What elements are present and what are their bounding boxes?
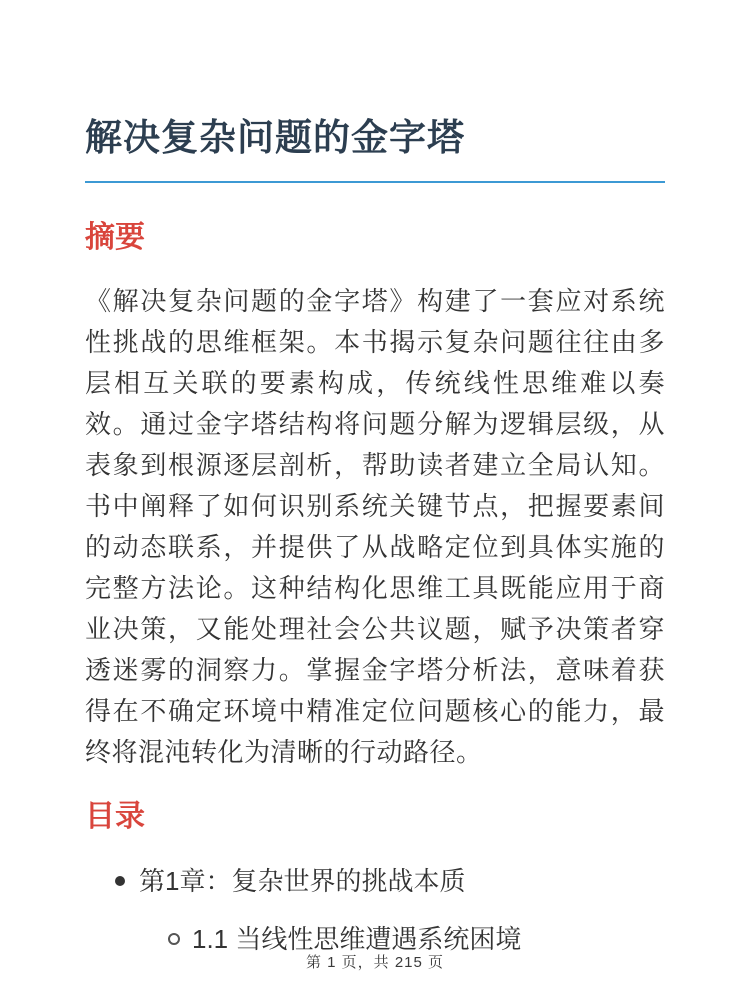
- page-title: 解决复杂问题的金字塔: [85, 117, 465, 158]
- toc-list: [115, 862, 665, 958]
- toc-item-label: 第1章：复杂世界的挑战本质: [139, 866, 466, 896]
- title-divider: [85, 181, 665, 183]
- abstract-heading: 摘要: [85, 221, 145, 254]
- toc-heading: 目录: [85, 800, 145, 833]
- toc-item-chapter-1[interactable]: [115, 862, 665, 958]
- abstract-paragraph: 《解决复杂问题的金字塔》构建了一套应对系统性挑战的思维框架。本书揭示复杂问题往往由多层相互关联的要素构成，传统线性思维难以奏效。通过金字塔结构将问题分解为逻辑层级，从表象到根源逐层剖析，帮助读者建立全局认知。书中阐释了如何识别系统关键节点，把握要素间的动态联系，并提供了从战略定位到具体实施的完整方法论。这种结构化思维工具既能应用于商业决策，又能处理社会公共议题，赋予决策者穿透迷雾的洞察力。掌握金字塔分析法，意味着获得在不确定环境中精准定位问题核心的能力，最终将混沌转化为清晰的行动路径。: [85, 286, 665, 767]
- toc-subitem-label: 1.1 当线性思维遭遇系统困境: [192, 924, 522, 954]
- page-number: 第 1 页，共 215 页: [305, 954, 445, 971]
